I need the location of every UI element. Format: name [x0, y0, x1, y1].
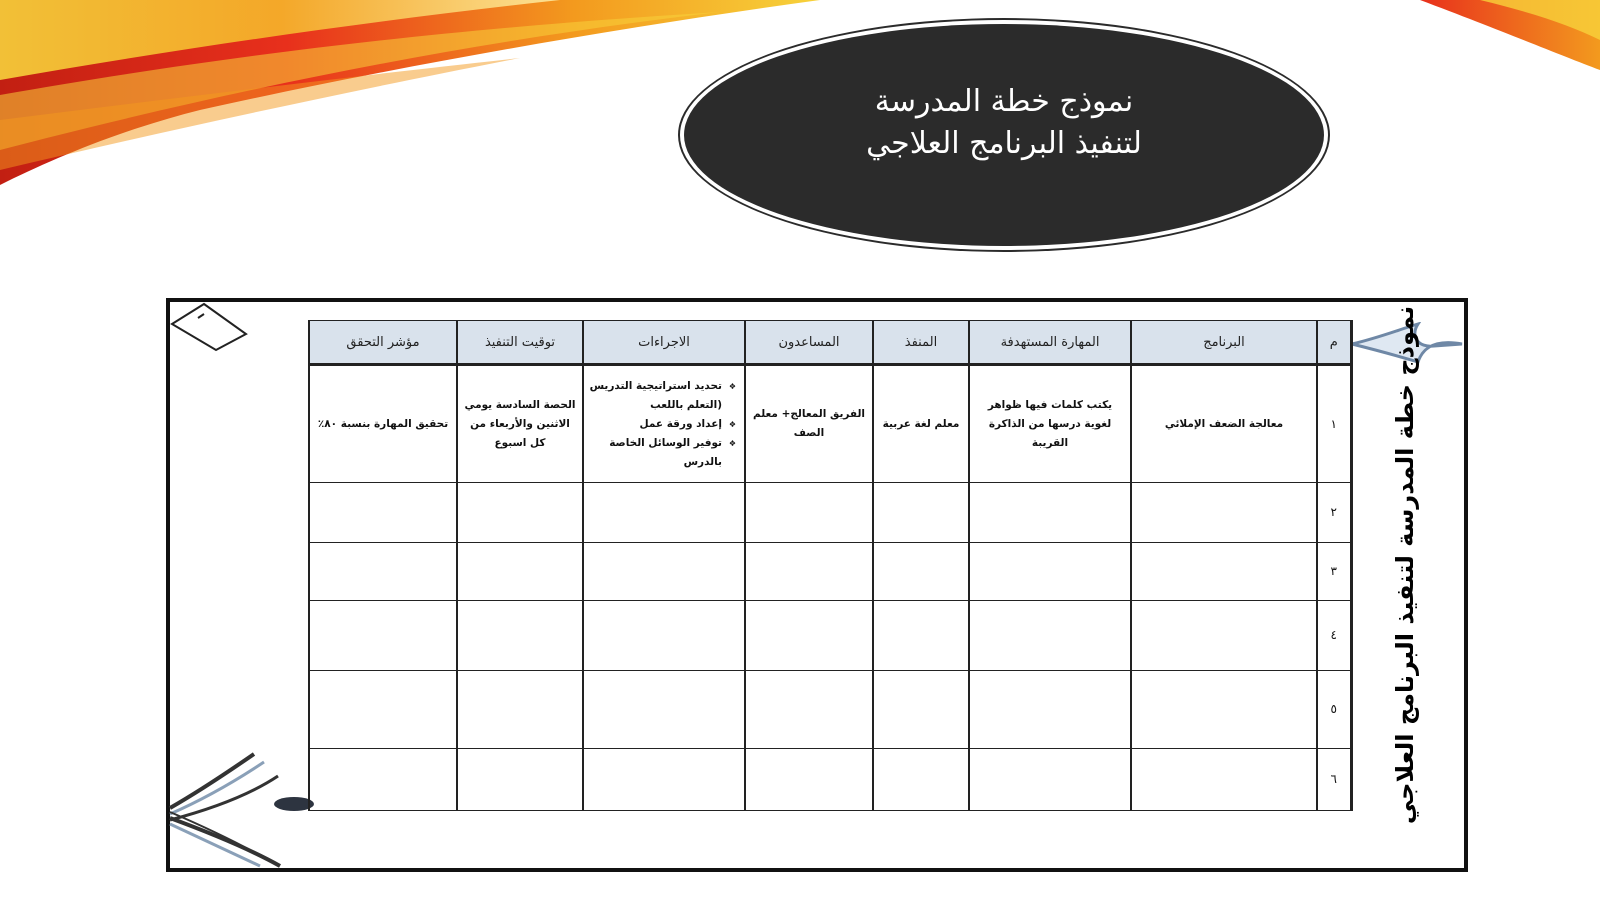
cell-procedures — [583, 483, 745, 543]
row-number: ٤ — [1317, 601, 1351, 671]
col-header-executor: المنفذ — [873, 321, 969, 365]
cell-program — [1131, 543, 1317, 601]
cell-procedures — [583, 365, 745, 483]
col-header-indicator: مؤشر التحقق — [309, 321, 457, 365]
slide-title-line-1: نموذج خطة المدرسة — [874, 84, 1134, 119]
cell-assistants — [745, 483, 873, 543]
procedure-item: ❖ تحديد استراتيجية التدريس (التعلم باللعب — [588, 377, 736, 415]
cell-executor — [873, 483, 969, 543]
table-row — [309, 671, 1351, 749]
col-header-timing: توقيت التنفيذ — [457, 321, 583, 365]
cell-timing — [457, 483, 583, 543]
table-header-row — [309, 321, 1351, 365]
cell-target-skill — [969, 671, 1131, 749]
cell-assistants — [745, 543, 873, 601]
remedial-plan-table — [308, 320, 1353, 811]
procedure-item: ❖ توفير الوسائل الخاصة بالدرس — [588, 434, 736, 472]
cell-program — [1131, 671, 1317, 749]
procedure-item: ❖ إعداد ورقة عمل — [588, 415, 736, 434]
cell-indicator — [309, 543, 457, 601]
cell-program — [1131, 749, 1317, 811]
cell-program — [1131, 601, 1317, 671]
table-row — [309, 365, 1351, 483]
col-header-assistants: المساعدون — [745, 321, 873, 365]
row-number: ٣ — [1317, 543, 1351, 601]
cell-assistants — [745, 601, 873, 671]
cell-assistants — [745, 749, 873, 811]
cell-procedures — [583, 543, 745, 601]
cell-target-skill — [969, 601, 1131, 671]
table-row — [309, 601, 1351, 671]
cell-target-skill — [969, 483, 1131, 543]
cell-target-skill — [969, 543, 1131, 601]
table-row — [309, 483, 1351, 543]
cell-indicator — [309, 749, 457, 811]
cell-indicator — [309, 601, 457, 671]
table-row — [309, 749, 1351, 811]
cell-procedures — [583, 601, 745, 671]
cell-procedures — [583, 671, 745, 749]
cell-executor — [873, 601, 969, 671]
vertical-plan-title-text: نموذج خطة المدرسة لتنفيذ البرنامج العلاجي — [1391, 305, 1420, 825]
cell-assistants — [745, 671, 873, 749]
cell-timing — [457, 601, 583, 671]
cell-target-skill: يكتب كلمات فيها ظواهر لغوية درسها من الذاكرة القريبة — [969, 365, 1131, 483]
cell-executor: معلم لغة عربية — [873, 365, 969, 483]
cell-timing — [457, 543, 583, 601]
cell-executor — [873, 671, 969, 749]
col-header-number: م — [1317, 321, 1351, 365]
cell-timing — [457, 671, 583, 749]
row-number: ٢ — [1317, 483, 1351, 543]
col-header-procedures: الاجراءات — [583, 321, 745, 365]
slide-title-line-2: لتنفيذ البرنامج العلاجي — [866, 126, 1142, 161]
cell-executor — [873, 543, 969, 601]
cell-executor — [873, 749, 969, 811]
cell-timing — [457, 749, 583, 811]
corner-swoosh-ornament-icon — [168, 752, 318, 868]
corner-diamond-icon — [170, 302, 250, 352]
cell-procedures — [583, 749, 745, 811]
slide-title-oval — [684, 24, 1324, 246]
col-header-program: البرنامج — [1131, 321, 1317, 365]
table-row — [309, 543, 1351, 601]
row-number: ٦ — [1317, 749, 1351, 811]
cell-indicator — [309, 483, 457, 543]
row-number: ١ — [1317, 365, 1351, 483]
cell-target-skill — [969, 749, 1131, 811]
row-number: ٥ — [1317, 671, 1351, 749]
cell-indicator: تحقيق المهارة بنسبة ٨٠٪ — [309, 365, 457, 483]
cell-indicator — [309, 671, 457, 749]
vertical-plan-title — [1372, 305, 1438, 825]
procedures-list — [588, 377, 736, 472]
cell-program — [1131, 483, 1317, 543]
cell-timing: الحصة السادسة يومي الاثنين والأربعاء من كل اسبوع — [457, 365, 583, 483]
cell-assistants: الفريق المعالج+ معلم الصف — [745, 365, 873, 483]
cell-program: معالجة الضعف الإملائي — [1131, 365, 1317, 483]
col-header-target-skill: المهارة المستهدفة — [969, 321, 1131, 365]
